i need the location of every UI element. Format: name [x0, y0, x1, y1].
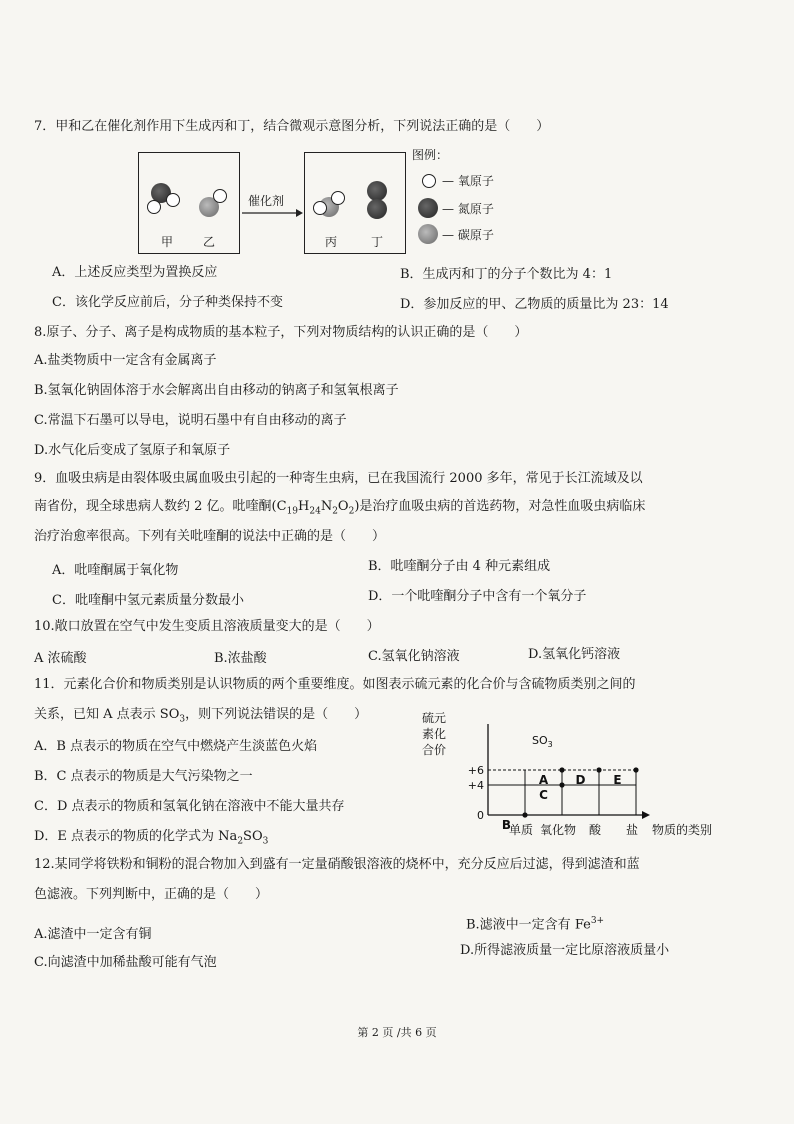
x-axis-label: 物质的类别: [652, 823, 713, 837]
q11-stem-line1: 11．元素化合价和物质类别是认识物质的两个重要维度。如图表示硫元素的化合价与含硫物质类别之间的: [34, 677, 636, 692]
label-ding: 丁: [371, 235, 384, 249]
q10-stem: 10.敞口放置在空气中发生变质且溶液质量变大的是（ ）: [34, 619, 380, 634]
q12-stem-line1: 12.某同学将铁粉和铜粉的混合物加入到盛有一定量硝酸银溶液的烧杯中，充分反应后过滤，得到滤渣和蓝: [34, 857, 640, 872]
q12-option-b[interactable]: B.滤液中一定含有 $Fe^{3+}$: [466, 916, 605, 933]
oxygen-atom-icon: [166, 193, 180, 207]
q11-option-c[interactable]: C．D 点表示的物质和氢氧化钠在溶液中不能大量共存: [34, 799, 345, 814]
page-footer: 第 2 页 /共 6 页: [357, 1026, 437, 1039]
q7-option-d[interactable]: D．参加反应的甲、乙物质的质量比为 23：14: [400, 297, 669, 312]
reaction-arrow-icon: [240, 208, 304, 218]
q10-option-c[interactable]: C.氢氧化钠溶液: [368, 649, 460, 664]
q9-option-c[interactable]: C．吡喹酮中氢元素质量分数最小: [52, 593, 244, 608]
point-E: [633, 767, 638, 772]
point-C: [559, 782, 564, 787]
q11-stem-line2: 关系，已知 A 点表示 $SO_3$，则下列说法错误的是（ ）: [34, 707, 368, 725]
q9-option-d[interactable]: D．一个吡喹酮分子中含有一个氧分子: [368, 589, 587, 604]
y-tick-labels: [468, 764, 484, 822]
point-label-E: E: [613, 773, 622, 787]
point-label-B: B: [501, 818, 512, 832]
q10-option-b[interactable]: B.浓盐酸: [214, 651, 267, 666]
sulfur-valence-chart: [420, 710, 720, 840]
q12-option-d[interactable]: D.所得滤液质量一定比原溶液质量小: [460, 943, 670, 958]
q9-stem-line2: 南省份，现全球患病人数约 2 亿。吡喹酮$(C_{19}H_{24}N_2O_2)$是治疗血吸虫病的首选药物，对急性血吸虫病临床: [34, 499, 646, 517]
oxygen-atom-icon: [331, 191, 345, 205]
carbon-atom-icon: [418, 224, 438, 244]
q11-option-d[interactable]: D．E 点表示的物质的化学式为 $Na_2SO_3$: [34, 829, 269, 847]
y-tick-label: +4: [467, 779, 484, 792]
so3-annotation: $SO_3$: [532, 734, 553, 749]
q7-option-b[interactable]: B．生成丙和丁的分子个数比为 4：1: [400, 267, 613, 282]
q8-stem: 8.原子、分子、离子是构成物质的基本粒子，下列对物质结构的认识正确的是（ ）: [34, 325, 528, 340]
point-A: [559, 767, 564, 772]
q11-option-a[interactable]: A．B 点表示的物质在空气中燃烧产生淡蓝色火焰: [34, 739, 318, 754]
q9-option-b[interactable]: B．吡喹酮分子由 4 种元素组成: [368, 559, 551, 574]
q12-stem-line2: 色滤液。下列判断中，正确的是（ ）: [34, 887, 269, 902]
q8-option-a[interactable]: A.盐类物质中一定含有金属离子: [34, 353, 217, 368]
q12-option-a[interactable]: A.滤渣中一定含有铜: [34, 927, 152, 942]
product-box: [304, 152, 406, 254]
ylabel-line-2: 素化: [422, 727, 447, 741]
q11-option-b[interactable]: B．C 点表示的物质是大气污染物之一: [34, 769, 253, 784]
oxygen-atom-icon: [313, 201, 327, 215]
point-B: [522, 812, 527, 817]
label-bing: 丙: [325, 235, 338, 249]
label-jia: 甲: [161, 235, 174, 249]
oxygen-atom-icon: [422, 174, 436, 188]
legend-carbon: — 碳原子: [442, 228, 494, 242]
x-axis-arrow-icon: [642, 811, 650, 819]
q9-option-a[interactable]: A．吡喹酮属于氧化物: [52, 563, 179, 578]
x-tick-label: 单质: [508, 823, 534, 837]
legend-oxygen: — 氧原子: [442, 174, 494, 188]
reactant-box: [138, 152, 240, 254]
point-D: [596, 767, 601, 772]
ylabel-line-1: 硫元: [422, 711, 447, 725]
oxygen-atom-icon: [213, 189, 227, 203]
q9-stem-line3: 治疗治愈率很高。下列有关吡喹酮的说法中正确的是（ ）: [34, 529, 386, 544]
point-label-C: C: [539, 788, 548, 802]
y-tick-label: 0: [477, 809, 484, 822]
chart-ylabel: [422, 710, 446, 757]
nitrogen-atom-icon: [418, 198, 438, 218]
q7-stem: 7．甲和乙在催化剂作用下生成丙和丁，结合微观示意图分析，下列说法正确的是（ ）: [34, 119, 550, 134]
q7-option-c[interactable]: C．该化学反应前后，分子种类保持不变: [52, 295, 283, 310]
q8-option-d[interactable]: D.水气化后变成了氢原子和氧原子: [34, 443, 231, 458]
x-tick-label: 酸: [588, 823, 602, 837]
x-tick-label: 盐: [625, 823, 639, 837]
q10-option-a[interactable]: A 浓硫酸: [34, 651, 87, 666]
nitrogen-atom-icon: [367, 199, 387, 219]
q7-option-a[interactable]: A．上述反应类型为置换反应: [52, 265, 218, 280]
nitrogen-atom-icon: [367, 181, 387, 201]
oxygen-atom-icon: [147, 200, 161, 214]
ylabel-line-3: 合价: [422, 743, 447, 757]
x-tick-labels: [509, 822, 638, 837]
q10-option-d[interactable]: D.氢氧化钙溶液: [528, 647, 621, 662]
q9-stem-line1: 9．血吸虫病是由裂体吸虫属血吸虫引起的一种寄生虫病，已在我国流行 2000 多年，常见于长江流域及以: [34, 471, 643, 486]
label-yi: 乙: [203, 235, 216, 249]
q8-option-c[interactable]: C.常温下石墨可以导电，说明石墨中有自由移动的离子: [34, 413, 347, 428]
point-label-D: D: [575, 773, 586, 787]
legend-nitrogen: — 氮原子: [442, 202, 494, 216]
catalyst-label: 催化剂: [248, 194, 285, 208]
q8-option-b[interactable]: B.氢氧化钠固体溶于水会解离出自由移动的钠离子和氢氧根离子: [34, 383, 399, 398]
y-tick-label: +6: [467, 764, 484, 777]
legend-title: 图例：: [412, 148, 449, 162]
q12-option-c[interactable]: C.向滤渣中加稀盐酸可能有气泡: [34, 955, 217, 970]
point-label-A: A: [538, 773, 549, 787]
x-tick-label: 氧化物: [539, 823, 577, 837]
